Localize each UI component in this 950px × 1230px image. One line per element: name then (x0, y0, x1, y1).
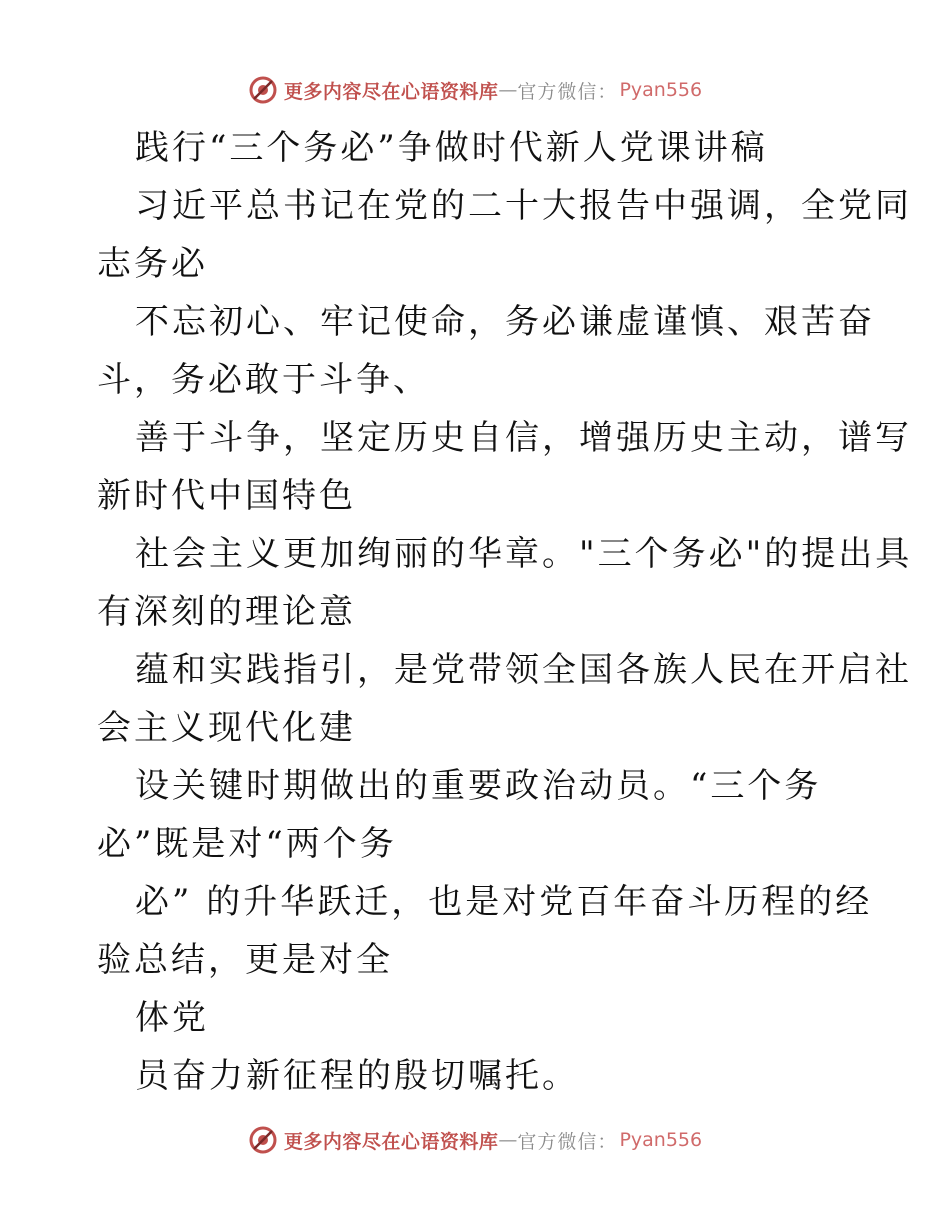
doc-line: 验总结，更是对全 (97, 940, 393, 980)
doc-line: 会主义现代化建 (97, 708, 356, 748)
doc-line: 必”既是对“两个务 (97, 824, 397, 864)
doc-line: 新时代中国特色 (97, 476, 356, 516)
watermark-id: Pyan556 (619, 79, 703, 101)
footer-watermark (0, 1120, 950, 1160)
doc-line: 不忘初心、牢记使命，务必谦虚谨慎、艰苦奋 (135, 302, 875, 342)
watermark-sub-text: 官方微信： (517, 80, 618, 103)
watermark-dash: — (498, 1129, 518, 1151)
watermark-main-text: 更多内容尽在心语资料库 (283, 80, 499, 103)
doc-line: 善于斗争，坚定历史自信，增强历史主动，谱写 (135, 418, 912, 458)
doc-line: 体党 (135, 998, 209, 1038)
watermark-dash: — (498, 79, 518, 101)
header-watermark (0, 70, 950, 110)
doc-line: 设关键时期做出的重要政治动员。“三个务 (135, 766, 822, 806)
watermark-sub-text: 官方微信： (517, 1130, 618, 1153)
doc-line: 习近平总书记在党的二十大报告中强调，全党同 (135, 186, 912, 226)
watermark-id: Pyan556 (619, 1129, 703, 1151)
doc-title: 践行“三个务必”争做时代新人党课讲稿 (135, 128, 768, 168)
doc-line: 必” 的升华跃迁，也是对党百年奋斗历程的经 (135, 882, 873, 922)
doc-line: 志务必 (97, 244, 208, 284)
watermark-main-text: 更多内容尽在心语资料库 (283, 1130, 499, 1153)
doc-line: 有深刻的理论意 (97, 592, 356, 632)
logo-icon (248, 75, 278, 105)
logo-icon (248, 1125, 278, 1155)
doc-line: 斗，务必敢于斗争、 (97, 360, 430, 400)
doc-line: 员奋力新征程的殷切嘱托。 (135, 1056, 579, 1096)
doc-line: 蕴和实践指引，是党带领全国各族人民在开启社 (135, 650, 912, 690)
doc-line: 社会主义更加绚丽的华章。"三个务必"的提出具 (135, 534, 913, 574)
